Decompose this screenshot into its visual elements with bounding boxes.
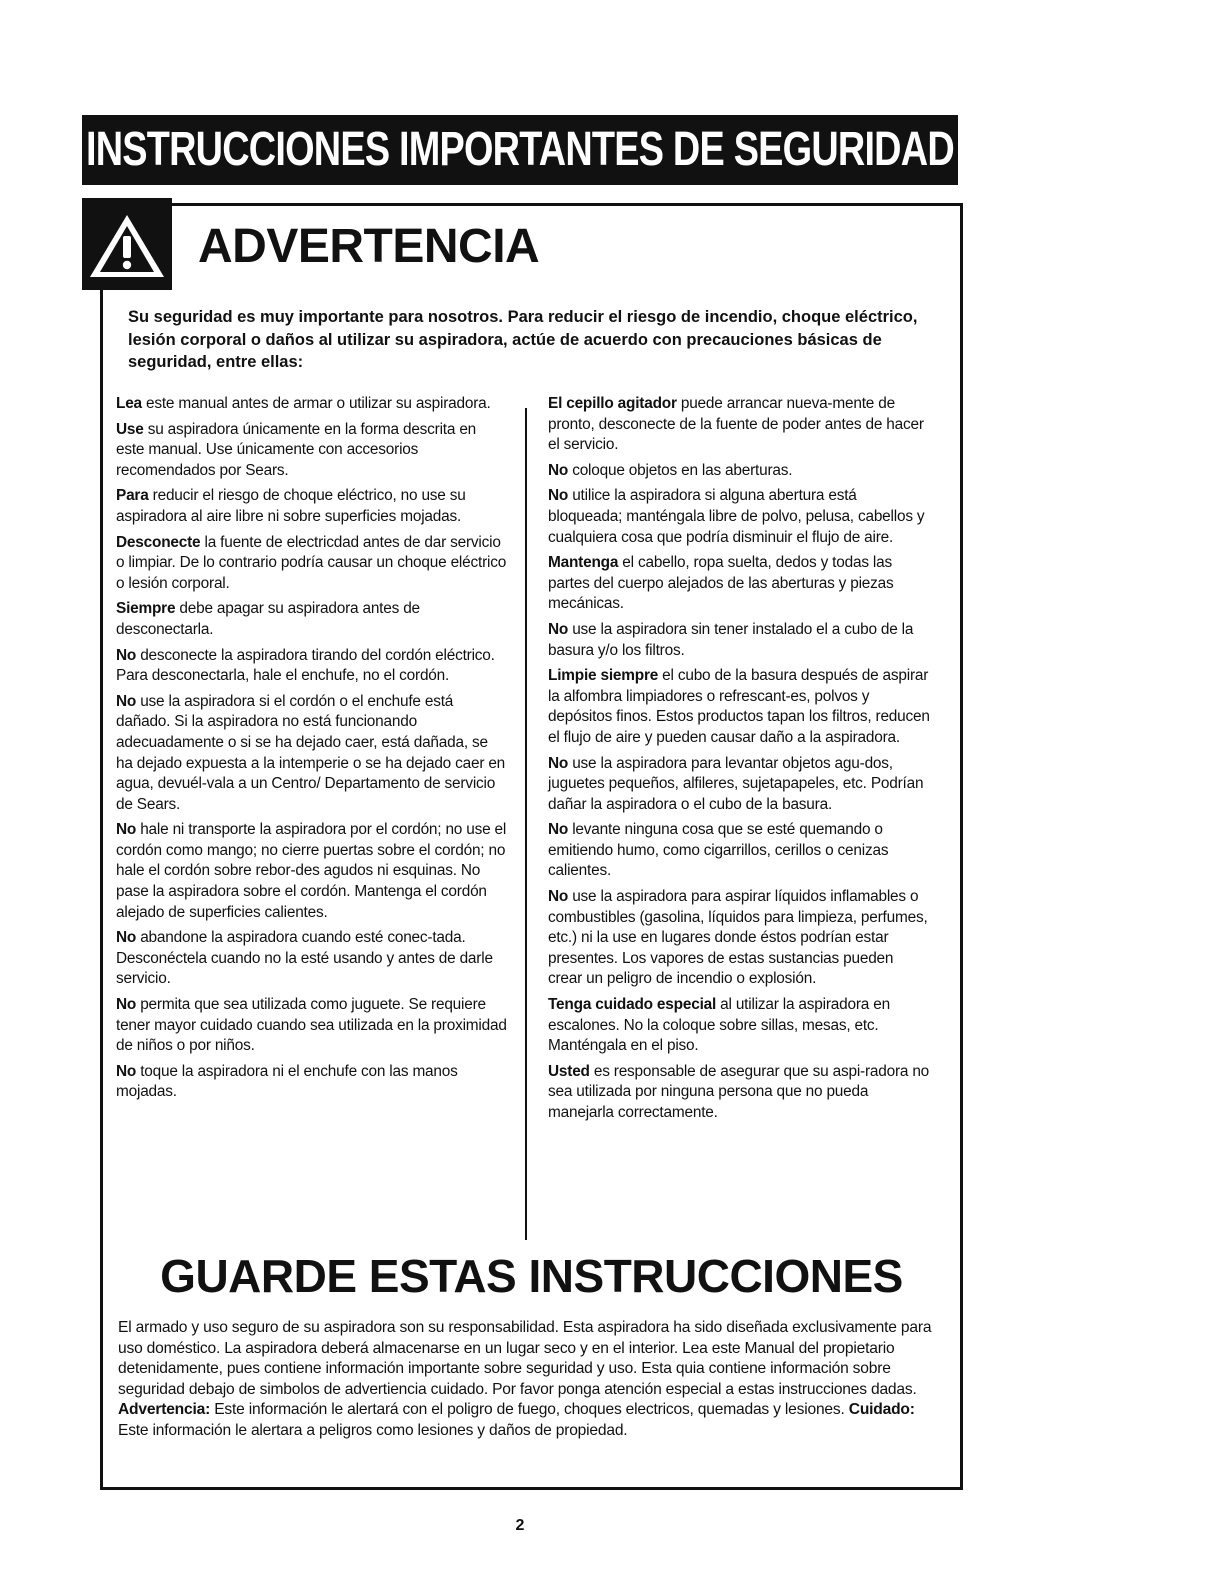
- instruction-lead: Limpie siempre: [548, 667, 659, 685]
- instruction-text: el cubo de la basura después de aspirar la alfombra limpiadores o refrescant-es, polvos y depósitos finos. Estos productos tapan los filtros, reducen el flujo de aire y pueden causar daño a la aspiradora.: [548, 667, 930, 746]
- safety-instruction: [116, 599, 508, 640]
- safety-instruction: [116, 646, 508, 687]
- instruction-lead: Tenga cuidado especial: [548, 996, 717, 1014]
- instruction-lead: Usted: [548, 1062, 590, 1080]
- warning-label: Advertencia:: [118, 1401, 211, 1419]
- instruction-text: use la aspiradora si el cordón o el enchufe está dañado. Si la aspiradora no está funcionando adecuadamente o si se ha dejado caer, está dañada, se ha dejado expuesta a la intemperie o se ha dejado caer en agua, devuél-vala a un Centro/ Departamento de servicio de Sears.: [116, 692, 506, 813]
- instruction-text: desconecte la aspiradora tirando del cordón eléctrico. Para desconectarla, hale el enchufe, no el cordón.: [116, 646, 495, 685]
- left-column: [116, 394, 508, 1108]
- save-instructions-heading: GUARDE ESTAS INSTRUCCIONES: [160, 1250, 903, 1302]
- instruction-lead: Desconecte: [116, 533, 201, 551]
- instruction-text: al utilizar la aspiradora en escalones. No la coloque sobre sillas, mesas, etc. Manténgala en el piso.: [548, 996, 890, 1055]
- instruction-lead: Lea: [116, 395, 142, 412]
- instruction-text: hale ni transporte la aspiradora por el cordón; no use el cordón como mango; no cierre puertas sobre el cordón; no hale el cordón sobre rebor-des agudos ni esquinas. No pase la aspiradora sobre el cordón. Mantenga el cordón alejado de superficies calientes.: [116, 821, 507, 921]
- warning-triangle-icon: [87, 212, 167, 280]
- instruction-text: este manual antes de armar o utilizar su aspiradora.: [141, 395, 491, 412]
- instruction-lead: Use: [116, 420, 144, 438]
- section-banner-text: INSTRUCCIONES IMPORTANTES DE SEGURIDAD: [86, 123, 954, 176]
- safety-instruction: [116, 420, 508, 482]
- instruction-text: permita que sea utilizada como juguete. Se requiere tener mayor cuidado cuando sea utilizada en la proximidad de niños o por niños.: [116, 996, 507, 1055]
- instruction-lead: No: [548, 821, 569, 839]
- caution-label: Cuidado:: [848, 1401, 915, 1419]
- safety-instruction: [548, 1062, 930, 1124]
- instruction-text: levante ninguna cosa que se esté quemando o emitiendo humo, como cigarrillos, cerillos o cenizas calientes.: [548, 821, 889, 880]
- instruction-lead: Para: [116, 487, 149, 505]
- instruction-text: debe apagar su aspiradora antes de desconectarla.: [116, 600, 420, 638]
- safety-instruction: [548, 553, 930, 615]
- intro-paragraph: Su seguridad es muy importante para nosotros. Para reducir el riesgo de incendio, choque eléctrico, lesión corporal o daños al utilizar su aspiradora, actúe de acuerdo con precauciones básicas de seguridad, entre ellas:: [128, 308, 918, 371]
- instruction-lead: No: [116, 929, 137, 947]
- safety-instruction: [548, 461, 930, 482]
- safety-instruction: [116, 692, 508, 816]
- right-column: [548, 394, 930, 1129]
- instruction-text: use la aspiradora para levantar objetos agu-dos, juguetes pequeños, alfileres, sujetapapeles, etc. Podrían dañar la aspiradora o el cubo de la basura.: [548, 754, 924, 813]
- safety-instruction: [116, 533, 508, 595]
- safety-instruction: [548, 887, 930, 990]
- instruction-lead: No: [116, 1062, 137, 1080]
- instruction-lead: No: [116, 646, 137, 664]
- instruction-text: la fuente de electricdad antes de dar servicio o limpiar. De lo contrario podría causar un choque eléctrico o lesión corporal.: [116, 533, 507, 592]
- instruction-lead: Siempre: [116, 600, 176, 618]
- closing-paragraph: [118, 1318, 944, 1442]
- safety-instruction: [116, 995, 508, 1057]
- safety-instruction: [548, 995, 930, 1057]
- closing-text-2: Este información le alertará con el poligro de fuego, choques electricos, quemadas y lesiones.: [210, 1401, 849, 1419]
- instruction-lead: No: [548, 461, 569, 479]
- safety-instruction: [548, 394, 930, 456]
- safety-instruction: [116, 820, 508, 923]
- page-number: 2: [515, 1517, 525, 1534]
- warning-heading: ADVERTENCIA: [198, 220, 540, 273]
- instruction-lead: No: [548, 620, 569, 638]
- safety-instruction: [548, 666, 930, 748]
- closing-text-1: El armado y uso seguro de su aspiradora son su responsabilidad. Esta aspiradora ha sido diseñada exclusivamente para uso doméstico. La aspiradora deberá almacenarse en un lugar seco y en el interior. Lea este Manual del propietario detenidamente, pues contiene información importante sobre seguridad y uso. Esta quia contiene información sobre seguridad debajo de simbolos de advertiencia cuidado. Por favor ponga atención especial a estas instrucciones dadas.: [118, 1319, 932, 1398]
- instruction-text: use la aspiradora sin tener instalado el a cubo de la basura y/o los filtros.: [548, 620, 914, 659]
- safety-instruction: [116, 486, 508, 527]
- instruction-lead: No: [548, 754, 569, 772]
- instruction-lead: El cepillo agitador: [548, 395, 677, 412]
- instruction-lead: No: [116, 821, 137, 839]
- instruction-text: su aspiradora únicamente en la forma descrita en este manual. Use únicamente con accesorios recomendados por Sears.: [116, 420, 477, 479]
- instruction-text: puede arrancar nueva-mente de pronto, desconecte de la fuente de poder antes de hacer el servicio.: [548, 395, 924, 454]
- closing-text-3: Este información le alertara a peligros como lesiones y daños de propiedad.: [118, 1421, 628, 1439]
- instruction-lead: Mantenga: [548, 554, 619, 572]
- instruction-lead: No: [548, 487, 569, 505]
- safety-instruction: [116, 928, 508, 990]
- safety-instruction: [548, 620, 930, 661]
- instruction-text: coloque objetos en las aberturas.: [568, 461, 793, 479]
- instruction-text: utilice la aspiradora si alguna abertura está bloqueada; manténgala libre de polvo, pelusa, cabellos y cualquiera cosa que podría disminuir el flujo de aire.: [548, 487, 925, 546]
- instruction-lead: No: [116, 692, 137, 710]
- warning-tab: [82, 198, 172, 290]
- instruction-text: es responsable de asegurar que su aspi-radora no sea utilizada por ninguna persona que no pueda manejarla correctamente.: [548, 1062, 930, 1121]
- instruction-text: el cabello, ropa suelta, dedos y todas las partes del cuerpo alejados de las aberturas y piezas mecánicas.: [548, 554, 894, 613]
- safety-instruction: [548, 486, 930, 548]
- instruction-text: abandone la aspiradora cuando esté conec-tada. Desconéctela cuando no la esté usando y antes de darle servicio.: [116, 929, 493, 988]
- safety-instruction: [116, 394, 508, 415]
- instruction-lead: No: [548, 888, 569, 906]
- column-divider: [525, 408, 527, 1240]
- instruction-text: toque la aspiradora ni el enchufe con las manos mojadas.: [116, 1062, 458, 1101]
- safety-instruction: [116, 1062, 508, 1103]
- instruction-lead: No: [116, 996, 137, 1014]
- safety-instruction: [548, 820, 930, 882]
- instruction-text: reducir el riesgo de choque eléctrico, no use su aspiradora al aire libre ni sobre superficies mojadas.: [116, 487, 466, 525]
- section-banner-title: [82, 115, 958, 185]
- safety-instruction: [548, 754, 930, 816]
- instruction-text: use la aspiradora para aspirar líquidos inflamables o combustibles (gasolina, líquidos para limpieza, perfumes, etc.) ni la use en lugares donde éstos podrían estar presentes. Los vapores de estas sustancias pueden crear un peligro de incendio o explosión.: [548, 888, 928, 988]
